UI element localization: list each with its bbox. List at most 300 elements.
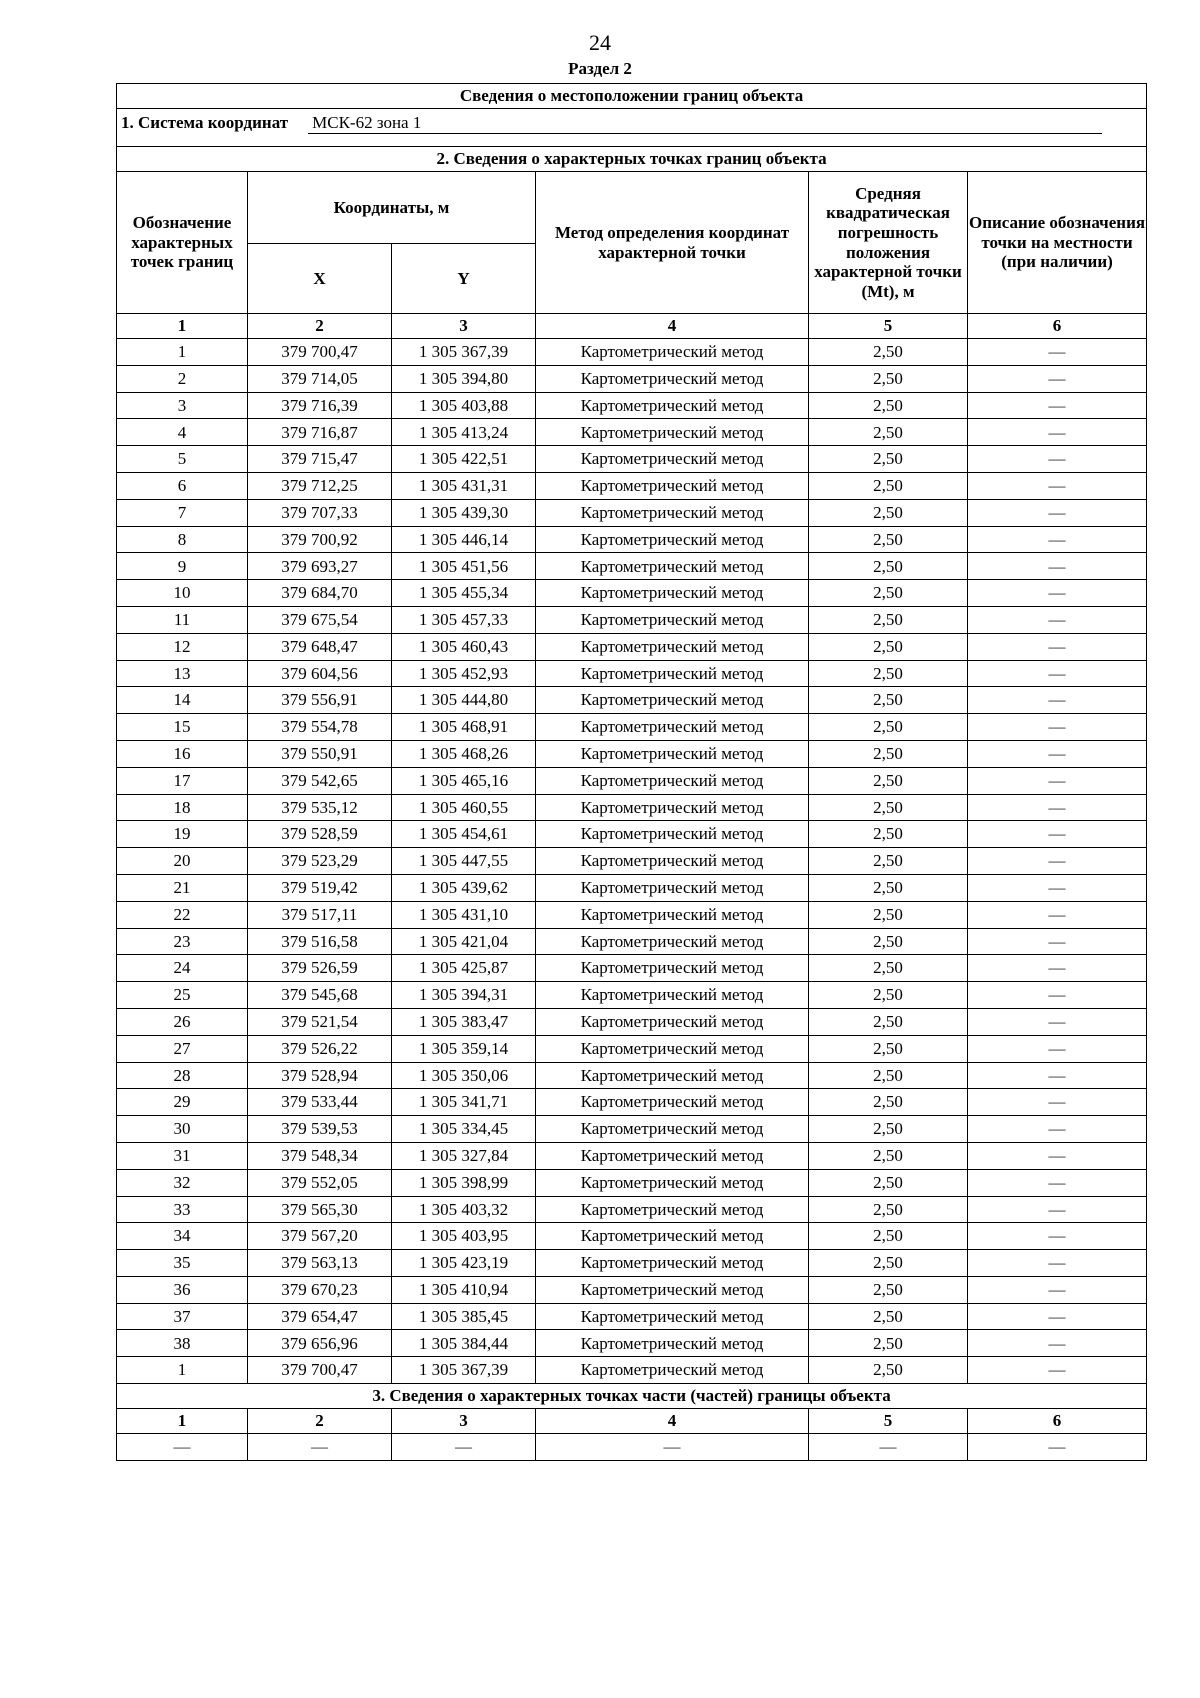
method: Картометрический метод	[536, 1116, 809, 1143]
table-row	[117, 446, 1147, 473]
parts-section-title: 3. Сведения о характерных точках части (частей) границы объекта	[117, 1384, 1147, 1409]
coord-x: 379 716,39	[248, 392, 392, 419]
description: —	[968, 499, 1147, 526]
description: —	[968, 1357, 1147, 1384]
error-value: 2,50	[809, 472, 968, 499]
point-number: 25	[117, 982, 248, 1009]
error-value: 2,50	[809, 1223, 968, 1250]
coord-x: 379 550,91	[248, 740, 392, 767]
table-row	[117, 526, 1147, 553]
coord-y: 1 305 431,10	[392, 901, 536, 928]
method: Картометрический метод	[536, 901, 809, 928]
description: —	[968, 1116, 1147, 1143]
table-row	[117, 1250, 1147, 1277]
method: Картометрический метод	[536, 1196, 809, 1223]
table-row	[117, 633, 1147, 660]
point-number: 14	[117, 687, 248, 714]
error-value: 2,50	[809, 687, 968, 714]
method: Картометрический метод	[536, 1250, 809, 1277]
coord-y: 1 305 341,71	[392, 1089, 536, 1116]
points-section-title: 2. Сведения о характерных точках границ объекта	[117, 147, 1147, 172]
point-number: 31	[117, 1142, 248, 1169]
column-number: 3	[392, 314, 536, 339]
description: —	[968, 1169, 1147, 1196]
point-number: 17	[117, 767, 248, 794]
error-value: 2,50	[809, 392, 968, 419]
description: —	[968, 687, 1147, 714]
coord-system-value: МСК-62 зона 1	[308, 113, 1102, 134]
error-value: 2,50	[809, 901, 968, 928]
error-value: 2,50	[809, 982, 968, 1009]
table-row	[117, 1142, 1147, 1169]
method: Картометрический метод	[536, 714, 809, 741]
coord-x: 379 516,58	[248, 928, 392, 955]
description: —	[968, 553, 1147, 580]
point-number: 10	[117, 580, 248, 607]
error-value: 2,50	[809, 928, 968, 955]
method: Картометрический метод	[536, 928, 809, 955]
coord-x: 379 693,27	[248, 553, 392, 580]
coord-y: 1 305 403,88	[392, 392, 536, 419]
coord-y: 1 305 431,31	[392, 472, 536, 499]
coord-y: 1 305 385,45	[392, 1303, 536, 1330]
description: —	[968, 472, 1147, 499]
method: Картометрический метод	[536, 874, 809, 901]
coord-y: 1 305 457,33	[392, 606, 536, 633]
coord-y: 1 305 403,95	[392, 1223, 536, 1250]
column-number: 4	[536, 314, 809, 339]
coord-x: 379 675,54	[248, 606, 392, 633]
coord-x: 379 670,23	[248, 1276, 392, 1303]
point-number: 22	[117, 901, 248, 928]
error-value: 2,50	[809, 633, 968, 660]
table-row	[117, 419, 1147, 446]
table-row	[117, 365, 1147, 392]
header-coords: Координаты, м	[248, 172, 536, 244]
method: Картометрический метод	[536, 1089, 809, 1116]
coord-y: 1 305 422,51	[392, 446, 536, 473]
point-number: 19	[117, 821, 248, 848]
table-row	[117, 472, 1147, 499]
description: —	[968, 901, 1147, 928]
coord-y: 1 305 350,06	[392, 1062, 536, 1089]
description: —	[968, 580, 1147, 607]
method: Картометрический метод	[536, 1169, 809, 1196]
point-number: 9	[117, 553, 248, 580]
point-number: 33	[117, 1196, 248, 1223]
description: —	[968, 419, 1147, 446]
point-number: 11	[117, 606, 248, 633]
error-value: 2,50	[809, 767, 968, 794]
description: —	[968, 1434, 1147, 1461]
method: Картометрический метод	[536, 1062, 809, 1089]
description: —	[968, 1062, 1147, 1089]
method: Картометрический метод	[536, 633, 809, 660]
error-value: —	[809, 1434, 968, 1461]
coord-y: 1 305 447,55	[392, 848, 536, 875]
error-value: 2,50	[809, 499, 968, 526]
error-value: 2,50	[809, 1196, 968, 1223]
boundary-table	[116, 83, 1147, 1461]
table-row	[117, 1330, 1147, 1357]
point-number: 21	[117, 874, 248, 901]
coord-x: 379 545,68	[248, 982, 392, 1009]
description: —	[968, 1303, 1147, 1330]
column-number: 2	[248, 1409, 392, 1434]
description: —	[968, 365, 1147, 392]
description: —	[968, 928, 1147, 955]
method: Картометрический метод	[536, 767, 809, 794]
description: —	[968, 446, 1147, 473]
description: —	[968, 1250, 1147, 1277]
point-number: 24	[117, 955, 248, 982]
method: Картометрический метод	[536, 339, 809, 366]
table-row	[117, 714, 1147, 741]
coord-y: 1 305 384,44	[392, 1330, 536, 1357]
table-row	[117, 392, 1147, 419]
table-row	[117, 848, 1147, 875]
coord-y: 1 305 398,99	[392, 1169, 536, 1196]
error-value: 2,50	[809, 821, 968, 848]
description: —	[968, 982, 1147, 1009]
table-row	[117, 874, 1147, 901]
description: —	[968, 740, 1147, 767]
coord-y: 1 305 403,32	[392, 1196, 536, 1223]
coord-x: 379 656,96	[248, 1330, 392, 1357]
coord-y: 1 305 394,80	[392, 365, 536, 392]
coord-y: 1 305 413,24	[392, 419, 536, 446]
coord-y: 1 305 425,87	[392, 955, 536, 982]
point-number: 28	[117, 1062, 248, 1089]
coord-x: —	[248, 1434, 392, 1461]
point-number: 23	[117, 928, 248, 955]
section-label: Раздел 2	[568, 59, 632, 78]
header-x: X	[248, 244, 392, 314]
coord-x: 379 521,54	[248, 1008, 392, 1035]
coord-x: 379 533,44	[248, 1089, 392, 1116]
description: —	[968, 1142, 1147, 1169]
table-row	[117, 606, 1147, 633]
point-number: 36	[117, 1276, 248, 1303]
point-number: 4	[117, 419, 248, 446]
error-value: 2,50	[809, 794, 968, 821]
coord-y: 1 305 439,62	[392, 874, 536, 901]
description: —	[968, 633, 1147, 660]
table-row	[117, 339, 1147, 366]
method: Картометрический метод	[536, 1276, 809, 1303]
method: Картометрический метод	[536, 1357, 809, 1384]
method: Картометрический метод	[536, 499, 809, 526]
point-number: 32	[117, 1169, 248, 1196]
point-number: 18	[117, 794, 248, 821]
error-value: 2,50	[809, 1250, 968, 1277]
coord-y: 1 305 383,47	[392, 1008, 536, 1035]
method: Картометрический метод	[536, 740, 809, 767]
table-row	[117, 499, 1147, 526]
method: Картометрический метод	[536, 687, 809, 714]
point-number: 35	[117, 1250, 248, 1277]
point-number: 2	[117, 365, 248, 392]
point-number: 6	[117, 472, 248, 499]
coord-x: 379 542,65	[248, 767, 392, 794]
description: —	[968, 848, 1147, 875]
coord-y: 1 305 468,26	[392, 740, 536, 767]
description: —	[968, 1089, 1147, 1116]
coord-x: 379 528,59	[248, 821, 392, 848]
points-body	[117, 339, 1147, 1384]
column-number: 3	[392, 1409, 536, 1434]
description: —	[968, 1223, 1147, 1250]
error-value: 2,50	[809, 446, 968, 473]
error-value: 2,50	[809, 365, 968, 392]
method: Картометрический метод	[536, 848, 809, 875]
coord-y: 1 305 410,94	[392, 1276, 536, 1303]
method: Картометрический метод	[536, 580, 809, 607]
description: —	[968, 660, 1147, 687]
coord-x: 379 539,53	[248, 1116, 392, 1143]
column-number: 4	[536, 1409, 809, 1434]
header-description: Описание обозначения точки на местности (при наличии)	[968, 172, 1147, 314]
column-numbers-row	[117, 314, 1147, 339]
coord-y: 1 305 451,56	[392, 553, 536, 580]
column-number: 5	[809, 314, 968, 339]
table-row	[117, 1116, 1147, 1143]
coord-y: —	[392, 1434, 536, 1461]
table-row	[117, 1357, 1147, 1384]
method: Картометрический метод	[536, 982, 809, 1009]
document-title: Сведения о местоположении границ объекта	[117, 84, 1147, 109]
table-row	[117, 1035, 1147, 1062]
method: Картометрический метод	[536, 446, 809, 473]
point-number: 3	[117, 392, 248, 419]
description: —	[968, 1196, 1147, 1223]
error-value: 2,50	[809, 1276, 968, 1303]
coord-x: 379 528,94	[248, 1062, 392, 1089]
error-value: 2,50	[809, 419, 968, 446]
coord-x: 379 548,34	[248, 1142, 392, 1169]
column-number: 6	[968, 314, 1147, 339]
header-y: Y	[392, 244, 536, 314]
coord-x: 379 654,47	[248, 1303, 392, 1330]
table-row	[117, 553, 1147, 580]
coord-system-label: 1. Система координат	[121, 113, 289, 133]
table-row	[117, 687, 1147, 714]
error-value: 2,50	[809, 339, 968, 366]
description: —	[968, 955, 1147, 982]
column-number: 1	[117, 1409, 248, 1434]
parts-table-row	[117, 1434, 1147, 1461]
method: Картометрический метод	[536, 1303, 809, 1330]
error-value: 2,50	[809, 580, 968, 607]
error-value: 2,50	[809, 1142, 968, 1169]
error-value: 2,50	[809, 1303, 968, 1330]
point-number: 7	[117, 499, 248, 526]
coord-y: 1 305 446,14	[392, 526, 536, 553]
coord-y: 1 305 452,93	[392, 660, 536, 687]
coord-x: 379 517,11	[248, 901, 392, 928]
coord-y: 1 305 455,34	[392, 580, 536, 607]
description: —	[968, 392, 1147, 419]
point-number: 38	[117, 1330, 248, 1357]
coord-x: 379 648,47	[248, 633, 392, 660]
method: Картометрический метод	[536, 365, 809, 392]
method: Картометрический метод	[536, 1223, 809, 1250]
table-row	[117, 1169, 1147, 1196]
coord-y: 1 305 439,30	[392, 499, 536, 526]
column-number: 1	[117, 314, 248, 339]
method: Картометрический метод	[536, 419, 809, 446]
coord-y: 1 305 468,91	[392, 714, 536, 741]
point-number: 34	[117, 1223, 248, 1250]
table-row	[117, 928, 1147, 955]
description: —	[968, 821, 1147, 848]
method: Картометрический метод	[536, 955, 809, 982]
description: —	[968, 794, 1147, 821]
description: —	[968, 714, 1147, 741]
table-row	[117, 660, 1147, 687]
table-row	[117, 1223, 1147, 1250]
table-row	[117, 1196, 1147, 1223]
error-value: 2,50	[809, 740, 968, 767]
table-row	[117, 955, 1147, 982]
error-value: 2,50	[809, 553, 968, 580]
table-row	[117, 580, 1147, 607]
coord-y: 1 305 423,19	[392, 1250, 536, 1277]
coord-y: 1 305 460,43	[392, 633, 536, 660]
point-number: 29	[117, 1089, 248, 1116]
method: Картометрический метод	[536, 553, 809, 580]
coord-x: 379 700,47	[248, 1357, 392, 1384]
method: Картометрический метод	[536, 1035, 809, 1062]
coord-x: 379 563,13	[248, 1250, 392, 1277]
coord-x: 379 535,12	[248, 794, 392, 821]
error-value: 2,50	[809, 606, 968, 633]
table-row	[117, 1089, 1147, 1116]
point-number: 13	[117, 660, 248, 687]
coord-x: 379 567,20	[248, 1223, 392, 1250]
description: —	[968, 1035, 1147, 1062]
header-method: Метод определения координат характерной точки	[536, 172, 809, 314]
table-row	[117, 982, 1147, 1009]
spacer	[117, 138, 1147, 147]
description: —	[968, 874, 1147, 901]
coord-x: 379 519,42	[248, 874, 392, 901]
table-row	[117, 1062, 1147, 1089]
error-value: 2,50	[809, 1357, 968, 1384]
coord-x: 379 552,05	[248, 1169, 392, 1196]
parts-column-numbers-row	[117, 1409, 1147, 1434]
coord-x: 379 714,05	[248, 365, 392, 392]
coord-y: 1 305 460,55	[392, 794, 536, 821]
coord-x: 379 712,25	[248, 472, 392, 499]
error-value: 2,50	[809, 955, 968, 982]
coord-x: 379 526,22	[248, 1035, 392, 1062]
header-point: Обозначение характерных точек границ	[117, 172, 248, 314]
error-value: 2,50	[809, 1062, 968, 1089]
error-value: 2,50	[809, 714, 968, 741]
page-number: 24	[589, 30, 611, 55]
table-row	[117, 1276, 1147, 1303]
error-value: 2,50	[809, 848, 968, 875]
method: Картометрический метод	[536, 1008, 809, 1035]
coord-y: 1 305 367,39	[392, 1357, 536, 1384]
error-value: 2,50	[809, 1116, 968, 1143]
point-number: 1	[117, 339, 248, 366]
point-number: —	[117, 1434, 248, 1461]
coord-y: 1 305 394,31	[392, 982, 536, 1009]
description: —	[968, 1008, 1147, 1035]
error-value: 2,50	[809, 1035, 968, 1062]
point-number: 37	[117, 1303, 248, 1330]
coord-y: 1 305 367,39	[392, 339, 536, 366]
point-number: 12	[117, 633, 248, 660]
header-error: Средняя квадратическая погрешность положения характерной точки (Mt), м	[809, 172, 968, 314]
coord-x: 379 716,87	[248, 419, 392, 446]
point-number: 15	[117, 714, 248, 741]
description: —	[968, 526, 1147, 553]
table-row	[117, 821, 1147, 848]
description: —	[968, 606, 1147, 633]
coord-x: 379 556,91	[248, 687, 392, 714]
method: Картометрический метод	[536, 1142, 809, 1169]
description: —	[968, 1330, 1147, 1357]
method: Картометрический метод	[536, 1330, 809, 1357]
method: Картометрический метод	[536, 660, 809, 687]
point-number: 26	[117, 1008, 248, 1035]
coord-y: 1 305 421,04	[392, 928, 536, 955]
point-number: 5	[117, 446, 248, 473]
error-value: 2,50	[809, 1330, 968, 1357]
point-number: 1	[117, 1357, 248, 1384]
table-row	[117, 1303, 1147, 1330]
coord-y: 1 305 327,84	[392, 1142, 536, 1169]
column-number: 2	[248, 314, 392, 339]
point-number: 30	[117, 1116, 248, 1143]
column-number: 6	[968, 1409, 1147, 1434]
table-row	[117, 767, 1147, 794]
coord-x: 379 700,92	[248, 526, 392, 553]
error-value: 2,50	[809, 1089, 968, 1116]
method: Картометрический метод	[536, 821, 809, 848]
method: Картометрический метод	[536, 526, 809, 553]
coord-y: 1 305 334,45	[392, 1116, 536, 1143]
point-number: 27	[117, 1035, 248, 1062]
method: Картометрический метод	[536, 472, 809, 499]
error-value: 2,50	[809, 660, 968, 687]
table-row	[117, 794, 1147, 821]
point-number: 8	[117, 526, 248, 553]
table-row	[117, 1008, 1147, 1035]
description: —	[968, 1276, 1147, 1303]
coord-x: 379 526,59	[248, 955, 392, 982]
column-number: 5	[809, 1409, 968, 1434]
error-value: 2,50	[809, 1169, 968, 1196]
table-row	[117, 901, 1147, 928]
coord-system-row	[117, 109, 1147, 139]
coord-x: 379 707,33	[248, 499, 392, 526]
coord-x: 379 684,70	[248, 580, 392, 607]
error-value: 2,50	[809, 1008, 968, 1035]
method: —	[536, 1434, 809, 1461]
coord-x: 379 604,56	[248, 660, 392, 687]
coord-x: 379 554,78	[248, 714, 392, 741]
error-value: 2,50	[809, 526, 968, 553]
coord-y: 1 305 359,14	[392, 1035, 536, 1062]
method: Картометрический метод	[536, 392, 809, 419]
parts-body	[117, 1434, 1147, 1461]
method: Картометрический метод	[536, 606, 809, 633]
coord-y: 1 305 444,80	[392, 687, 536, 714]
